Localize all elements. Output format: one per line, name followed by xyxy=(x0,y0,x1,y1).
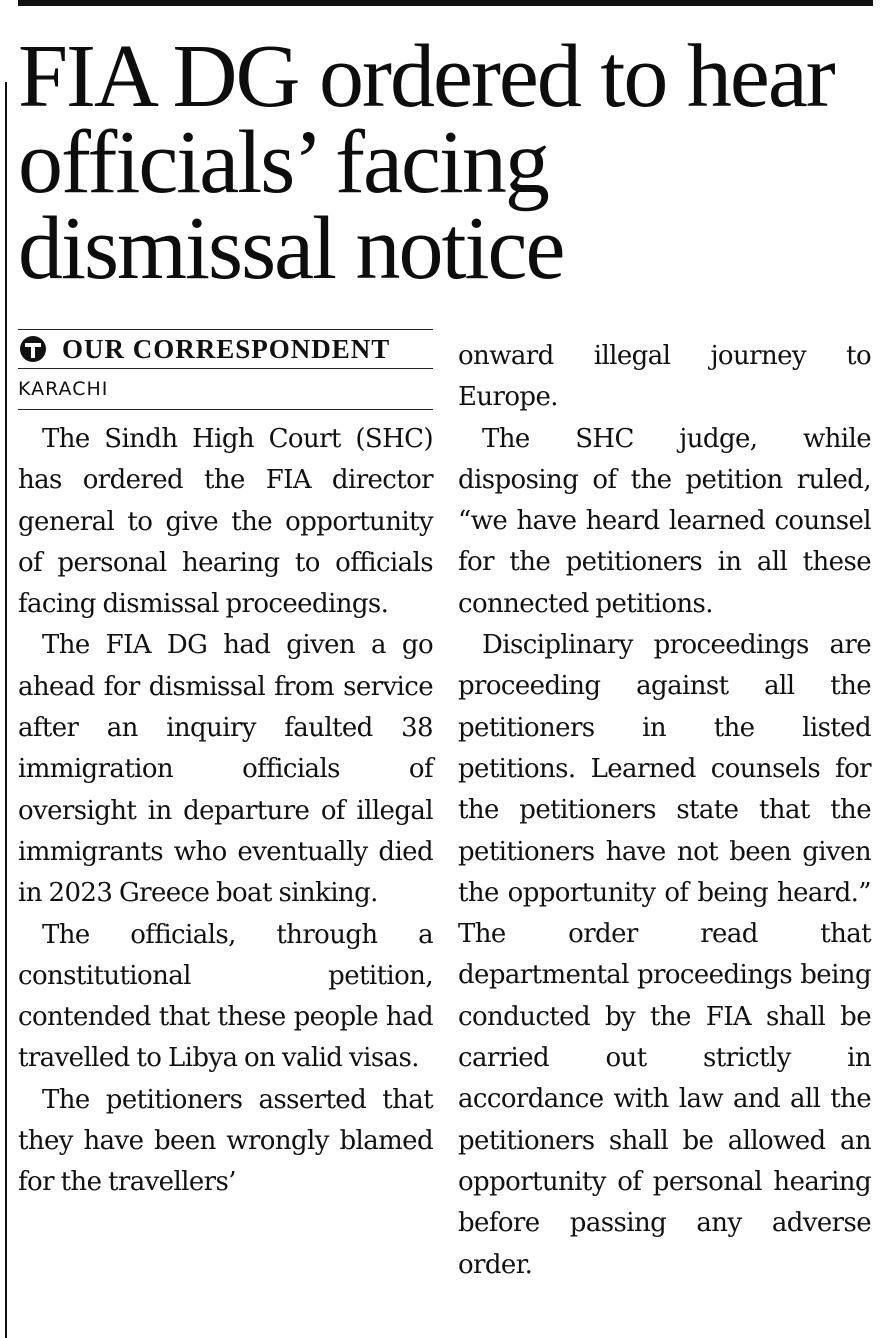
byline-box xyxy=(18,329,433,369)
paragraph: The FIA DG had given a go ahead for dismissal from service after an inquiry faulted 38 immigration officials of oversight in departure of illegal immigrants who eventually died in 2023 Greece boat sinking. xyxy=(18,630,433,909)
headline: FIA DG ordered to hear officials’ facing dismissal notice xyxy=(18,27,834,298)
paragraph: Disciplinary proceedings are proceeding against all the petitioners in the listed petitions. Learned counsels for the petitioners state that the petitioners have not been given the opportunity of being heard.” The order read that departmental proceedings being conducted by the FIA shall be carried out strictly in accordance with law and all the petitioners shall be allowed an opportunity of personal hearing before passing any adverse order. xyxy=(458,630,871,1280)
paragraph: The officials, through a constitutional petition, contended that these people had travelled to Libya on valid visas. xyxy=(18,919,433,1074)
paragraph: The Sindh High Court (SHC) has ordered the FIA director general to give the opportunity of personal hearing to officials facing dismissal proceedings. xyxy=(18,424,433,620)
left-column xyxy=(18,419,433,1204)
publication-logo-icon xyxy=(20,336,46,362)
column-rule xyxy=(5,82,7,1338)
top-rule xyxy=(18,0,873,6)
right-column xyxy=(458,336,871,1286)
paragraph-continued: onward illegal journey to Europe. xyxy=(458,341,871,413)
dateline: KARACHI xyxy=(18,372,433,410)
byline: OUR CORRESPONDENT xyxy=(62,333,391,364)
paragraph: The SHC judge, while disposing of the petition ruled, “we have heard learned counsel for the petitioners in all these connected petitions. xyxy=(458,423,871,619)
paragraph: The petitioners asserted that they have been wrongly blamed for the travellers’ xyxy=(18,1084,433,1198)
